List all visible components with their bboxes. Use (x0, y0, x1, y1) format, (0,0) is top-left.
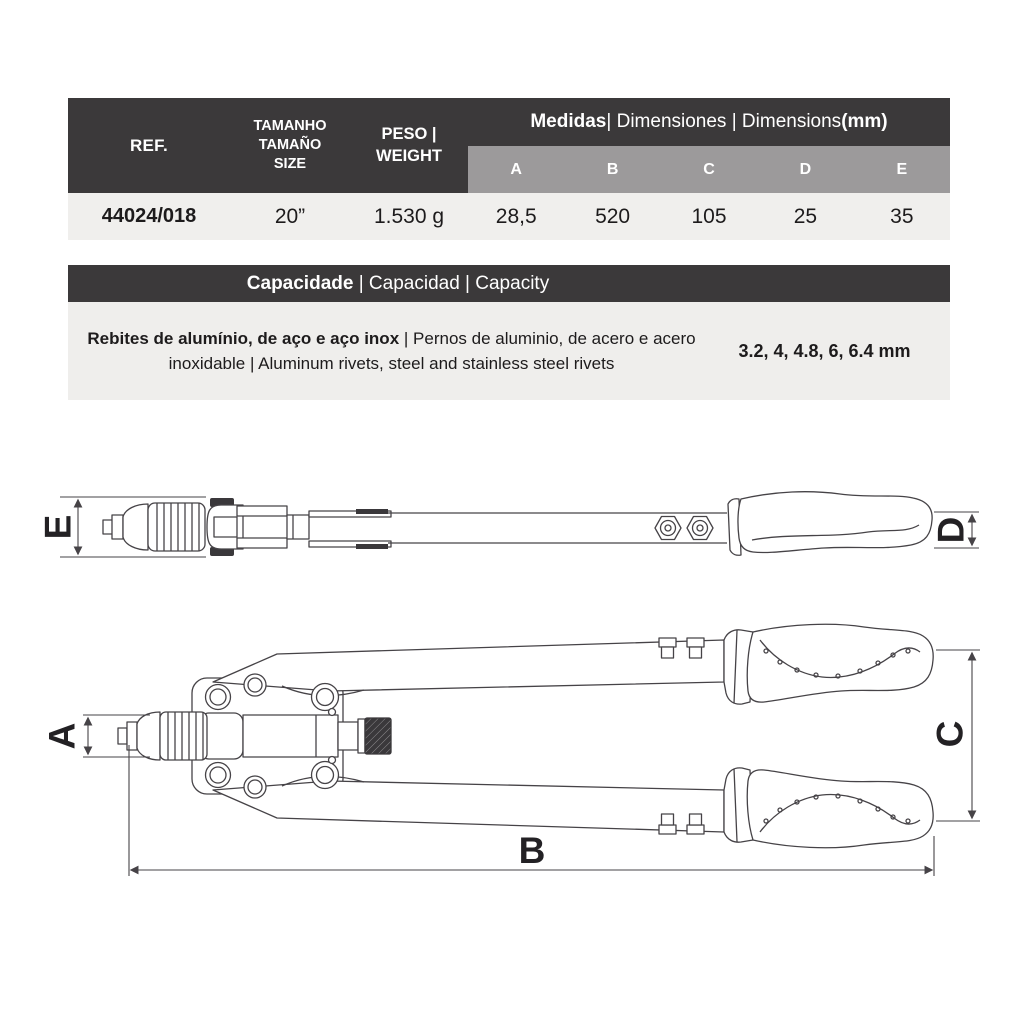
dim-label-c: C (929, 720, 971, 748)
capacity-title: Capacidade | Capacidad | Capacity (246, 272, 550, 294)
dim-col-b: B (606, 160, 619, 178)
dim-label-b: B (518, 830, 546, 871)
header-ref: REF. (129, 135, 169, 155)
shaft-nuts (655, 517, 713, 540)
dim-label-e: E (37, 514, 79, 540)
capacity-description: Rebites de alumínio, de aço e aço inox | Pernos de aluminio, de acero e acero inoxidable | Aluminum rivets, steel and stainless steel rivets (87, 328, 696, 373)
capacity-header (68, 265, 950, 302)
dim-col-c: C (703, 160, 715, 178)
cell-dim-b: 520 (595, 204, 631, 228)
header-weight: PESO | WEIGHT (376, 125, 442, 165)
spec-table-header (68, 98, 950, 193)
cell-dim-c: 105 (691, 204, 727, 228)
table-row (68, 193, 950, 240)
dim-label-a: A (41, 722, 83, 750)
cell-dim-e: 35 (890, 204, 914, 228)
dim-label-d: D (930, 516, 972, 544)
header-dimensions (468, 98, 950, 193)
side-view-drawing (38, 492, 980, 557)
top-view-drawing (42, 624, 981, 876)
cell-dimensions (468, 193, 950, 240)
spec-table (68, 98, 950, 240)
capacity-range: 3.2, 4, 4.8, 6, 6.4 mm (738, 340, 911, 361)
cell-weight: 1.530 g (373, 204, 445, 228)
cell-ref: 44024/018 (101, 205, 197, 227)
capacity-section (68, 265, 950, 400)
capacity-body (68, 302, 950, 400)
cell-dim-a: 28,5 (495, 204, 537, 228)
dimensions-subheader (468, 146, 950, 193)
technical-drawings (0, 460, 1024, 900)
dim-col-d: D (799, 160, 812, 178)
dimensions-title: Medidas | Dimensiones | Dimensions (mm) (530, 111, 888, 132)
header-size: TAMANHO TAMAÑO SIZE (253, 117, 327, 173)
cell-size: 20” (274, 204, 306, 228)
dim-col-a: A (510, 160, 522, 178)
knurled-knob (365, 718, 391, 754)
dim-col-e: E (896, 160, 908, 178)
cell-dim-d: 25 (793, 204, 818, 228)
